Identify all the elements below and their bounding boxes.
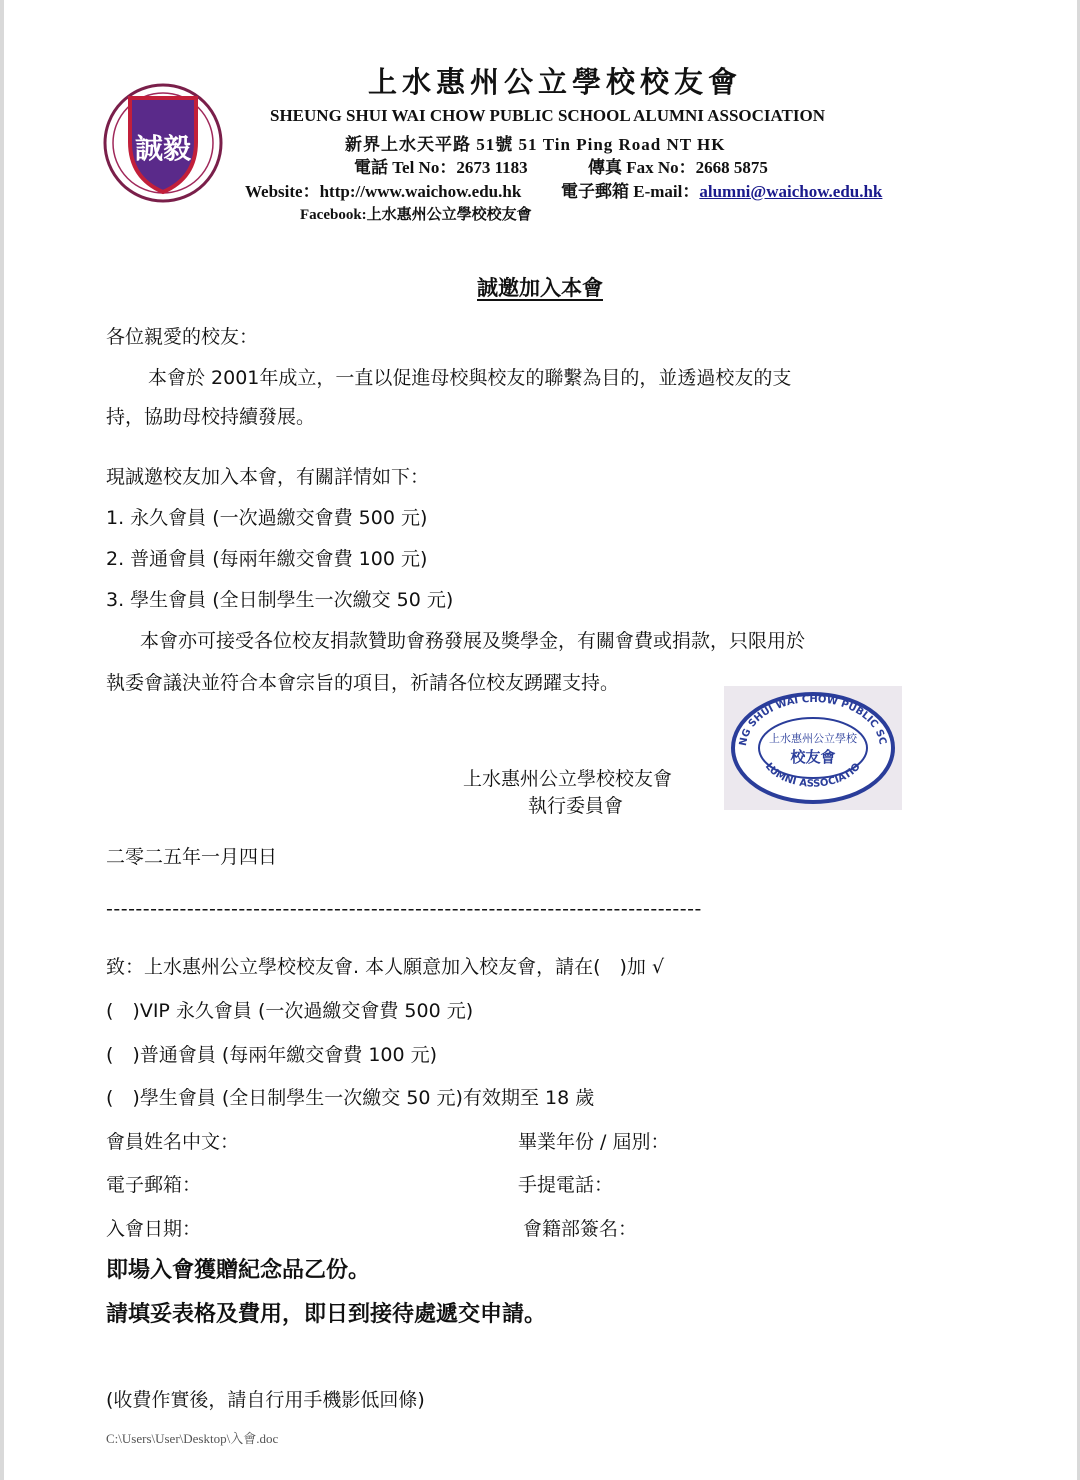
invite-intro: 現誠邀校友加入本會，有關詳情如下： bbox=[106, 466, 430, 488]
svg-text:ALUMNI ASSOCIATION: LUMNI ASSOCIATIO bbox=[762, 761, 863, 790]
graduation-year-field[interactable]: 畢業年份 / 屆別： bbox=[518, 1131, 670, 1153]
para1-line2: 持，協助母校持續發展。 bbox=[106, 406, 316, 428]
email-label: 電子郵箱 E-mail：alumni@waichow.edu.hk bbox=[561, 182, 883, 201]
page-border-left bbox=[0, 0, 4, 1480]
svg-text:SHEUNG SHUI WAI CHOW PUBLIC SC: NG SHUI WAI CHOW PUBLIC SC bbox=[737, 693, 888, 747]
greeting: 各位親愛的校友： bbox=[106, 326, 259, 348]
email-link[interactable]: alumni@waichow.edu.hk bbox=[699, 182, 883, 201]
svg-text:上水惠州公立學校: 上水惠州公立學校 bbox=[769, 732, 857, 745]
association-title-zh: 上水惠州公立學校校友會 bbox=[367, 65, 742, 99]
join-date-field[interactable]: 入會日期： bbox=[106, 1218, 202, 1240]
signature-organization: 上水惠州公立學校校友會 bbox=[463, 768, 673, 790]
form-option-checkbox[interactable]: ( )普通會員 (每兩年繳交會費 100 元) bbox=[106, 1044, 438, 1066]
submission-instructions: 請填妥表格及費用，即日到接待處遞交申請。 bbox=[106, 1302, 547, 1327]
para2-line1: 本會亦可接受各位校友捐款贊助會務發展及獎學金，有關會費或捐款，只限用於 bbox=[140, 630, 806, 652]
letter-date: 二零二五年一月四日 bbox=[106, 846, 278, 868]
website-link[interactable]: Website：http://www.waichow.edu.hk bbox=[245, 182, 522, 201]
association-stamp bbox=[724, 686, 902, 810]
form-option-checkbox[interactable]: ( )VIP 永久會員 (一次過繳交會費 500 元) bbox=[106, 1000, 474, 1022]
svg-text:誠毅: 誠毅 bbox=[134, 132, 192, 165]
member-name-field[interactable]: 會員姓名中文： bbox=[106, 1131, 240, 1153]
letter-title: 誠邀加入本會 bbox=[477, 276, 603, 300]
email-field[interactable]: 電子郵箱： bbox=[106, 1174, 202, 1196]
para1-line1: 本會於 2001年成立，一直以促進母校與校友的聯繫為目的，並透過校友的支 bbox=[148, 367, 792, 389]
para2-line2: 執委會議決並符合本會宗旨的項目，祈請各位校友踴躍支持。 bbox=[106, 672, 620, 694]
membership-item: 1. 永久會員 (一次過繳交會費 500 元) bbox=[106, 507, 428, 529]
telephone: 電話 Tel No：2673 1183 bbox=[354, 158, 528, 177]
association-title-en: SHEUNG SHUI WAI CHOW PUBLIC SCHOOL ALUMNI ASSOCIATION bbox=[270, 106, 825, 125]
svg-text:校友會: 校友會 bbox=[790, 748, 836, 766]
cut-line-divider: --------------------------------------------------------------------------------- bbox=[106, 898, 702, 920]
address-line: 新界上水天平路 51號 51 Tin Ping Road NT HK bbox=[345, 135, 726, 154]
fax: 傳真 Fax No：2668 5875 bbox=[588, 158, 768, 177]
membership-item: 3. 學生會員 (全日制學生一次繳交 50 元) bbox=[106, 589, 454, 611]
mobile-field[interactable]: 手提電話： bbox=[518, 1174, 614, 1196]
signature-committee: 執行委員會 bbox=[528, 795, 624, 817]
gift-notice: 即場入會獲贈紀念品乙份。 bbox=[106, 1258, 371, 1283]
form-to-line: 致：上水惠州公立學校校友會. 本人願意加入校友會，請在( )加 √ bbox=[106, 956, 665, 978]
membership-item: 2. 普通會員 (每兩年繳交會費 100 元) bbox=[106, 548, 428, 570]
file-path-footer: C:\Users\User\Desktop\入會.doc bbox=[106, 1431, 279, 1446]
registration-signature-field[interactable]: 會籍部簽名： bbox=[523, 1218, 638, 1240]
facebook-line: Facebook:上水惠州公立學校校友會 bbox=[300, 207, 532, 223]
form-option-checkbox[interactable]: ( )學生會員 (全日制學生一次繳交 50 元)有效期至 18 歲 bbox=[106, 1087, 595, 1109]
receipt-note: (收費作實後，請自行用手機影低回條) bbox=[106, 1389, 425, 1411]
